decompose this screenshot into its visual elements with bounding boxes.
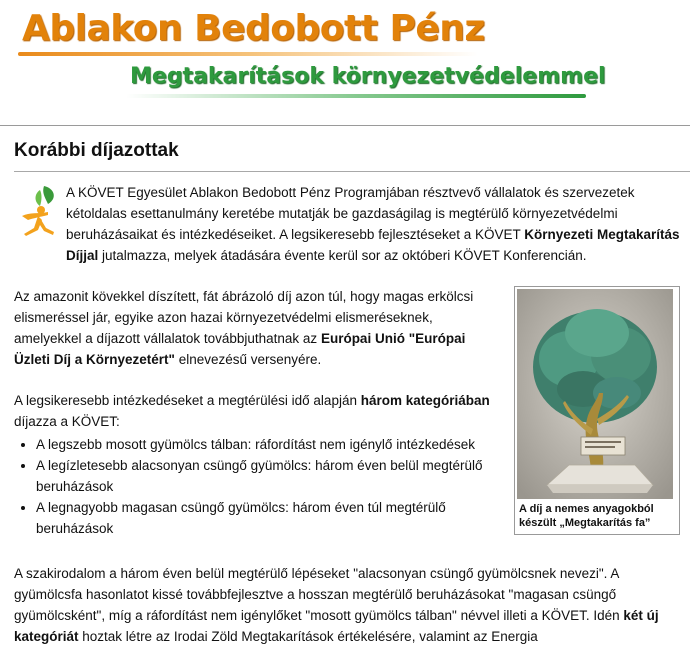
title-underline-swoosh — [18, 52, 478, 56]
categories-bold-text: három kategóriában — [360, 393, 490, 408]
categories-intro-text-end: díjazza a KÖVET: — [14, 414, 120, 429]
site-header — [0, 0, 690, 126]
list-item: • A legízletesebb alacsonyan csüngő gyümölcs: három éven belül megtérülő beruházások — [36, 455, 680, 497]
page-title: Korábbi díjazottak — [14, 140, 179, 161]
literature-paragraph — [14, 559, 680, 647]
main-content — [14, 126, 680, 667]
subtitle-underline-swoosh — [126, 94, 586, 98]
eu-award-name: Európai Unió "Európai Üzleti Díj a Környezetért" — [14, 331, 466, 367]
literature-text-end: hoztak létre az Irodai Zöld Megtakarítások értékelésére, valamint az Energia — [78, 629, 538, 644]
new-categories-bold-text: két új kategóriát — [14, 608, 659, 644]
title-divider — [14, 171, 690, 172]
award-figure — [514, 286, 680, 535]
list-item: • A legszebb mosott gyümölcs tálban: ráfordítást nem igénylő intézkedések — [36, 434, 680, 455]
award-description-text: Az amazonit kövekkel díszített, fát ábrázoló díj azon túl, hogy magas erkölcsi elismeréssel jár, egyike azon hazai környezetvédelmi elismeréseknek, amelyekkel a díjazott vállalatok továbbjuthatnak az — [14, 289, 474, 346]
literature-text: A szakirodalom a három éven belül megtérülő lépéseket "alacsonyan csüngő gyümölcsnek nevezi". A gyümölcsfa hasonlatot kissé továbbfejlesztve a hosszan megtérülő beruházásokat "magasan csüngő gyümölcsként", míg a ráfordítást nem igénylőket "mosott gyümölcs tálban" névvel illeti a KÖVET. Idén — [14, 566, 624, 623]
award-figure-caption: A díj a nemes anyagokból készült „Megtakarítás fa” — [519, 503, 654, 529]
intro-text: A KÖVET Egyesület Ablakon Bedobott Pénz Programjában résztvevő vállalatok és szervezetek kétoldalas esettanulmány keretébe mutatják be gazdaságilag is megtérülő környezetvédelmi beruházásaikat és intézkedéseiket. A legsikeresebb fejlesztéseket a KÖVET — [66, 185, 635, 242]
intro-section — [14, 182, 680, 266]
award-tree-photo — [517, 289, 673, 499]
categories-intro-text: A legsikeresebb intézkedéseket a megtérülési idő alapján — [14, 393, 361, 408]
site-subtitle: Megtakarítások környezetvédelemmel — [130, 64, 606, 89]
award-description-text-end: elnevezésű versenyére. — [174, 352, 322, 367]
intro-text-end: jutalmazza, melyek átadására évente kerül sor az októberi KÖVET Konferencián. — [98, 248, 587, 263]
list-item: • A legnagyobb magasan csüngő gyümölcs: három éven túl megtérülő beruházások — [36, 497, 680, 539]
site-title[interactable]: Ablakon Bedobott Pénz — [22, 8, 485, 49]
leaf-figure-logo-icon — [14, 182, 60, 242]
intro-paragraph — [66, 182, 680, 266]
intro-bold-text: Környezeti Megtakarítás Díjjal — [66, 227, 680, 263]
